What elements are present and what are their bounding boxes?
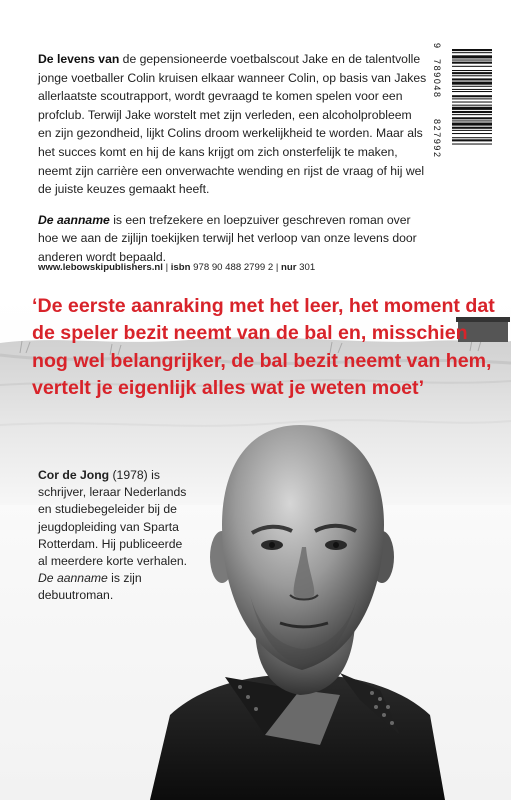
nur-label: nur [281,262,297,273]
nur-value: 301 [296,262,316,273]
blurb-paragraph-2 [38,211,428,267]
author-bio [38,467,188,605]
meta-separator: | [273,262,282,273]
pull-quote: ‘De eerste aanraking met het leer, het moment dat de speler bezit neemt van de bal en, misschien nog wel belangrijker, de bal bezit neemt van hem, vertelt je eigenlijk alles wat je weten moet’ [32,295,495,400]
publisher-meta-line [38,262,315,273]
book-title-inline: De aanname [38,571,108,586]
blurb-lead-text: De levens van [38,52,120,66]
barcode-digits-group-2: 827992 [432,119,442,159]
barcode-digit-lead: 9 [432,43,442,49]
isbn-value: 978 90 488 2799 2 [190,262,274,273]
author-bio-tail: is zijn debuutroman. [38,571,142,603]
barcode [430,43,492,183]
blurb-body-text: is een trefzekere en loepzuiver geschreven roman over hoe we aan de zijlijn toekijken terwijl het verloop van onze levens door anderen wordt bepaald. [38,212,417,264]
back-cover-blurb [38,50,428,279]
publisher-website: www.lebowskipublishers.nl [38,262,163,273]
barcode-digits-group-1: 789048 [432,59,442,99]
meta-separator: | [162,262,171,273]
blurb-body-text: de gepensioneerde voetbalscout Jake en de talentvolle jonge voetballer Colin kruisen elkaar wanneer Colin, op basis van Jakes allerlaatste scoutrapport, wordt gevraagd te komen spelen voor een profclub. Terwijl Jake worstelt met zijn verleden, een alcoholprobleem en zijn gezondheid, lijkt Colins droom werkelijkheid te worden. Maar als het succes komt en hij de kans krijgt om zich onsterfelijk te maken, neemt zijn carrière een onverwachte wending en rijst de vraag of hij wel de juiste keuzes gemaakt heeft. [38,52,427,197]
author-name: Cor de Jong [38,468,110,482]
blurb-paragraph-1 [38,50,428,199]
isbn-label: isbn [170,262,191,273]
book-title-inline: De aanname [38,212,110,227]
author-bio-text: (1978) is schrijver, leraar Nederlands en studiebegeleider bij de jeugdopleiding van Sparta Rotterdam. Hij publiceerde al meerdere korte verhalen. [38,468,188,569]
